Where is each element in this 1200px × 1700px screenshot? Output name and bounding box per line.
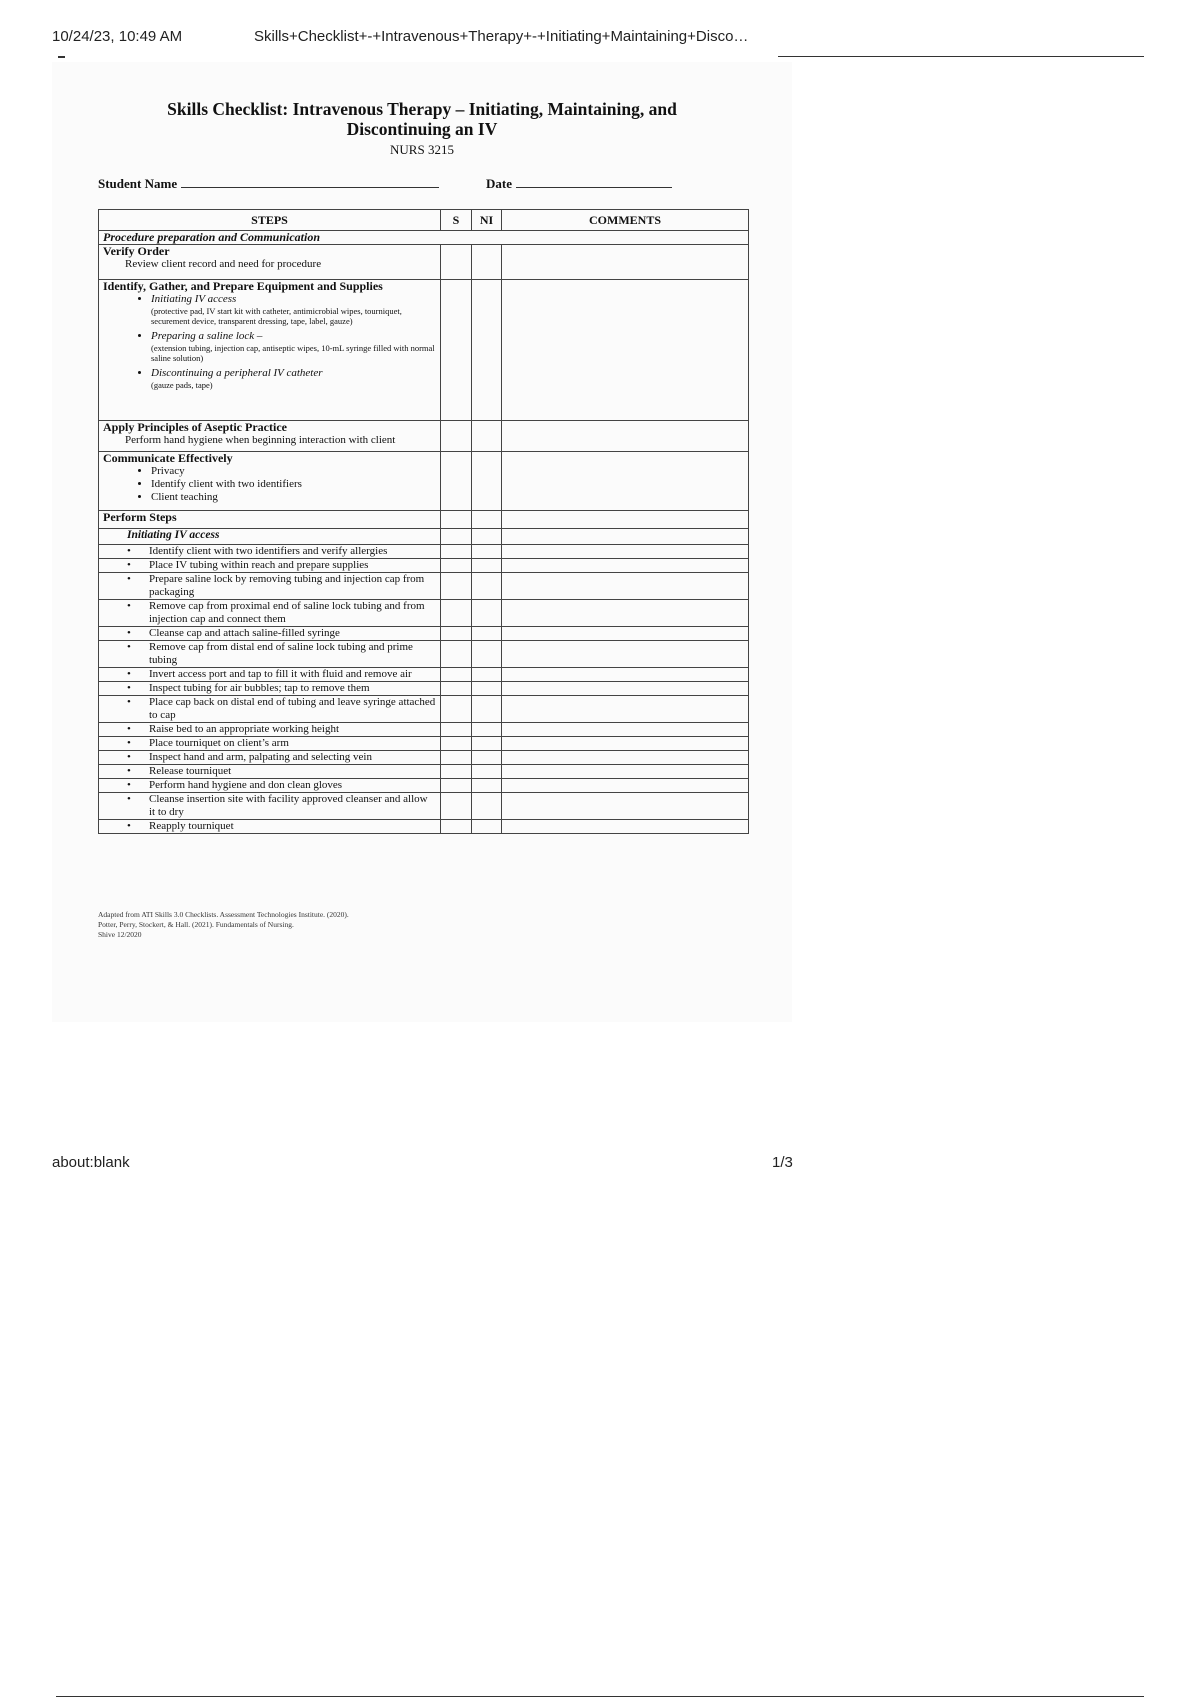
step-text: • Place IV tubing within reach and prepare supplies — [149, 559, 369, 571]
list-item: • Client teaching — [151, 491, 436, 504]
date-field: Date — [486, 175, 672, 192]
table-row — [99, 696, 749, 723]
step-text: • Release tourniquet — [149, 765, 232, 777]
table-row: Communicate Effectively • Privacy • Identify client with two identifiers • Client teaching — [99, 452, 749, 511]
table-row — [99, 751, 749, 765]
col-comments: COMMENTS — [502, 210, 749, 231]
course-code: NURS 3215 — [390, 142, 454, 157]
checklist-page-image — [52, 62, 792, 1022]
step-text: • Inspect hand and arm, palpating and selecting vein — [149, 751, 372, 763]
checklist-table — [98, 209, 749, 834]
col-s: S — [441, 210, 472, 231]
table-row — [99, 600, 749, 627]
communicate-list — [103, 465, 436, 504]
step-text: • Perform hand hygiene and don clean gloves — [149, 779, 343, 791]
step-text: • Cleanse insertion site with facility approved cleanser and allow it to dry — [149, 793, 428, 818]
table-row — [99, 765, 749, 779]
student-name-field: Student Name — [98, 175, 439, 192]
table-header-row — [99, 210, 749, 231]
list-item: • Initiating IV access (protective pad, IV start kit with catheter, antimicrobial wipes, tourniquet, securement device, transparent dressing, tape, label, gauze) — [151, 293, 436, 326]
table-row — [99, 682, 749, 696]
table-row — [99, 545, 749, 559]
list-item: • Identify client with two identifiers — [151, 478, 436, 491]
date-blank — [516, 175, 672, 188]
print-datetime: 10/24/23, 10:49 AM — [52, 28, 183, 45]
student-name-blank — [181, 175, 439, 188]
step-text: • Identify client with two identifiers and verify allergies — [149, 545, 388, 557]
col-steps: STEPS — [99, 210, 441, 231]
table-row — [99, 627, 749, 641]
step-text: • Inspect tubing for air bubbles; tap to remove them — [149, 682, 370, 694]
section-row: Procedure preparation and Communication — [99, 231, 749, 245]
step-text: • Cleanse cap and attach saline-filled syringe — [149, 627, 340, 639]
step-text: • Prepare saline lock by removing tubing and injection cap from packaging — [149, 573, 425, 598]
table-row: Apply Principles of Aseptic Practice Perform hand hygiene when beginning interaction with client — [99, 421, 749, 452]
table-row — [99, 723, 749, 737]
print-url: about:blank — [52, 1154, 130, 1171]
equipment-list — [103, 293, 436, 390]
steps-body — [99, 545, 749, 834]
list-item: • Discontinuing a peripheral IV catheter (gauze pads, tape) — [151, 367, 436, 390]
table-row: Perform Steps — [99, 511, 749, 529]
step-text: • Invert access port and tap to fill it with fluid and remove air — [149, 668, 412, 680]
step-text: • Reapply tourniquet — [149, 820, 234, 832]
table-row — [99, 779, 749, 793]
list-item: • Preparing a saline lock – (extension tubing, injection cap, antiseptic wipes, 10-mL syringe filled with normal saline solution) — [151, 330, 436, 363]
header-dash — [58, 56, 65, 58]
table-row — [99, 793, 749, 820]
table-row — [99, 668, 749, 682]
table-row — [99, 820, 749, 834]
col-ni: NI — [472, 210, 502, 231]
footer-rule — [56, 1696, 1144, 1697]
page-number: 1/3 — [772, 1154, 793, 1171]
table-row — [99, 737, 749, 751]
step-text: • Raise bed to an appropriate working height — [149, 723, 340, 735]
table-row: Identify, Gather, and Prepare Equipment and Supplies • Initiating IV access (protective pad, IV start kit with catheter, antimicrobial wipes, tourniquet, securement device, transparent dressing, tape, label, gauze) • Preparing a saline lock – (extension tubing, injection cap, antiseptic wipes, 10-mL syringe filled with normal saline solution) • Discontinuing a peripheral IV catheter (gauze pads, tape) — [99, 280, 749, 421]
list-item: • Privacy — [151, 465, 436, 478]
print-page-title: Skills+Checklist+-+Intravenous+Therapy+-+Initiating+Maintaining+Disco… — [254, 28, 749, 45]
table-row: Initiating IV access — [99, 529, 749, 545]
table-row — [99, 573, 749, 600]
checklist-title: Skills Checklist: Intravenous Therapy – Initiating, Maintaining, and Discontinuing an IV — [167, 99, 677, 139]
header-rule — [778, 56, 1144, 57]
step-text: • Remove cap from distal end of saline lock tubing and prime tubing — [149, 641, 413, 666]
step-text: • Place cap back on distal end of tubing and leave syringe attached to cap — [149, 696, 436, 721]
step-text: • Place tourniquet on client’s arm — [149, 737, 289, 749]
footnote: Adapted from ATI Skills 3.0 Checklists. Assessment Technologies Institute. (2020). Potter, Perry, Stockert, & Hall. (2021). Fundamentals of Nursing. Shive 12/2020 — [98, 910, 349, 939]
step-text: • Remove cap from proximal end of saline lock tubing and from injection cap and connect them — [149, 600, 425, 625]
table-row: Verify Order Review client record and need for procedure — [99, 245, 749, 280]
table-row — [99, 641, 749, 668]
table-row — [99, 559, 749, 573]
